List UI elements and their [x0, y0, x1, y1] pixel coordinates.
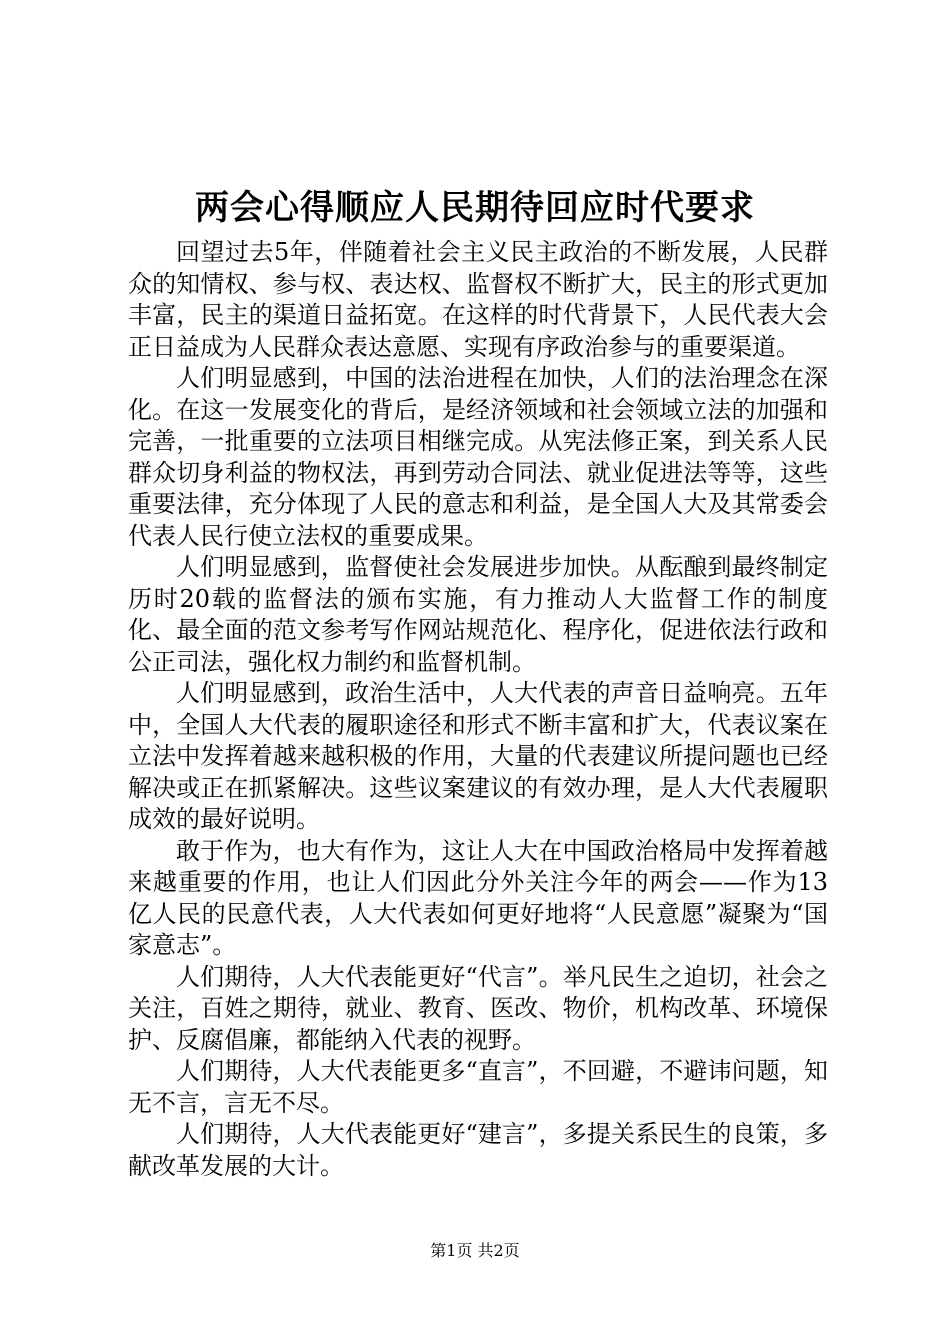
- document-body: [128, 237, 828, 1182]
- paragraph: 敢于作为，也大有作为，这让人大在中国政治格局中发挥着越来越重要的作用，也让人们因此分外关注今年的两会——作为13亿人民的民意代表，人大代表如何更好地将“人民意愿”凝聚为“国家意志”。: [128, 836, 828, 959]
- paragraph: 人们明显感到，中国的法治进程在加快，人们的法治理念在深化。在这一发展变化的背后，是经济领域和社会领域立法的加强和完善，一批重要的立法项目相继完成。从宪法修正案，到关系人民群众切身利益的物权法，再到劳动合同法、就业促进法等等，这些重要法律，充分体现了人民的意志和利益，是全国人大及其常委会代表人民行使立法权的重要成果。: [128, 364, 828, 550]
- page-indicator: 第1页 共2页: [430, 1241, 520, 1260]
- paragraph: 回望过去5年，伴随着社会主义民主政治的不断发展，人民群众的知情权、参与权、表达权、监督权不断扩大，民主的形式更加丰富，民主的渠道日益拓宽。在这样的时代背景下，人民代表大会正日益成为人民群众表达意愿、实现有序政治参与的重要渠道。: [128, 238, 828, 361]
- document-title: 两会心得顺应人民期待回应时代要求: [195, 188, 755, 228]
- paragraph: 人们期待，人大代表能更多“直言”，不回避，不避讳问题，知无不言，言无不尽。: [128, 1057, 828, 1117]
- paragraph: 人们明显感到，政治生活中，人大代表的声音日益响亮。五年中，全国人大代表的履职途径和形式不断丰富和扩大，代表议案在立法中发挥着越来越积极的作用，大量的代表建议所提问题也已经解决或正在抓紧解决。这些议案建议的有效办理，是人大代表履职成效的最好说明。: [128, 679, 828, 833]
- page-footer: [0, 1239, 950, 1263]
- paragraph: 人们期待，人大代表能更好“代言”。举凡民生之迫切，社会之关注，百姓之期待，就业、教育、医改、物价，机构改革、环境保护、反腐倡廉，都能纳入代表的视野。: [128, 962, 828, 1054]
- paragraph: 人们期待，人大代表能更好“建言”，多提关系民生的良策，多献改革发展的大计。: [128, 1120, 828, 1180]
- paragraph: 人们明显感到，监督使社会发展进步加快。从酝酿到最终制定历时20载的监督法的颁布实施，有力推动人大监督工作的制度化、最全面的范文参考写作网站规范化、程序化，促进依法行政和公正司法，强化权力制约和监督机制。: [128, 553, 828, 676]
